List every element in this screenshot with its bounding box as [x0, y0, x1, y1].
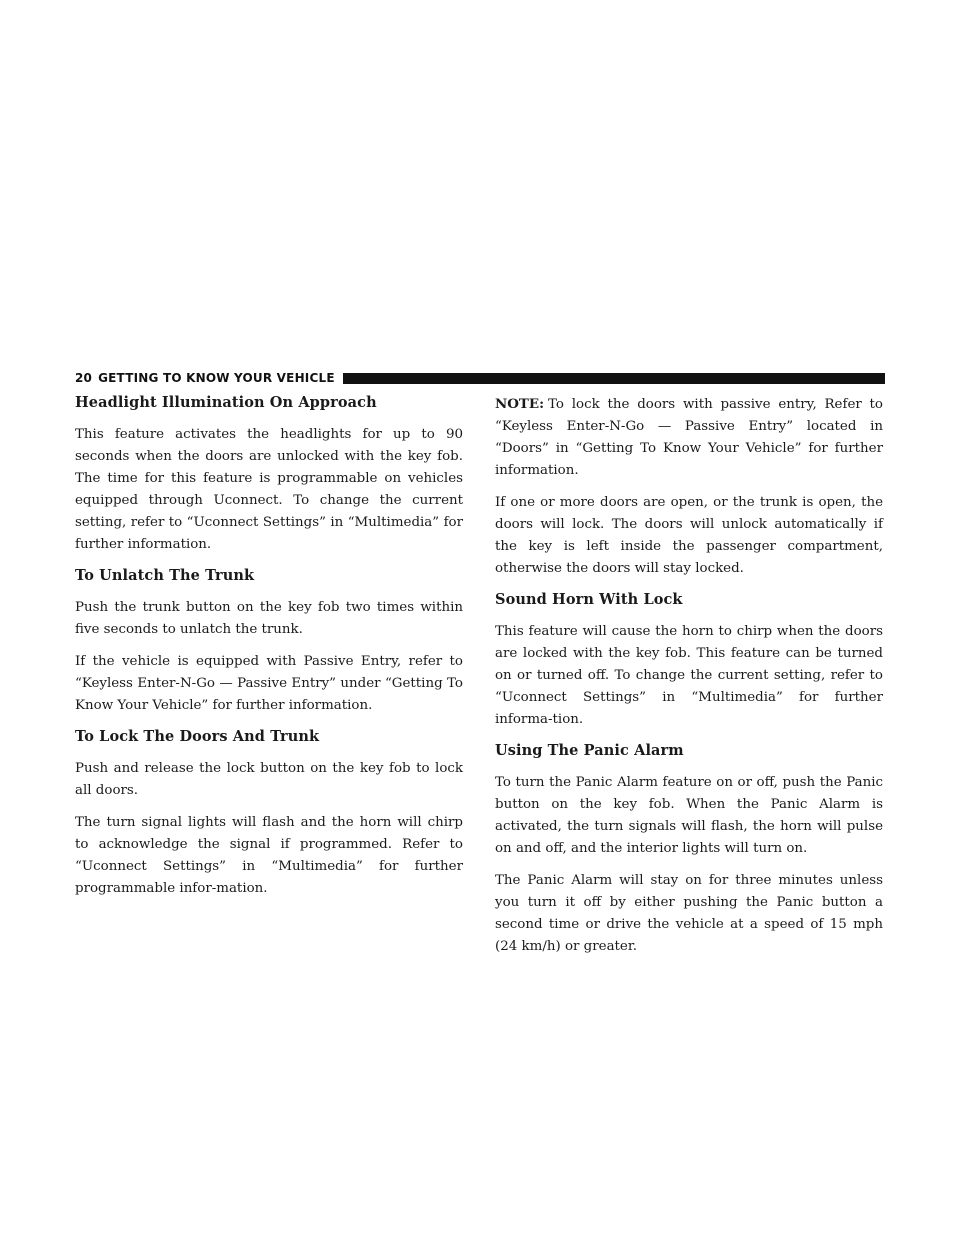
- heading-headlight-illumination: Headlight Illumination On Approach: [75, 394, 377, 411]
- paragraph-sound-horn: This feature will cause the horn to chirp when the doors are locked with the key fob. This feature can be turned on or turned off. To change the current setting, refer to “Uconnect Settings” in “Multimedia” for further informa-tion.: [495, 624, 883, 727]
- heading-panic-alarm: Using The Panic Alarm: [495, 742, 684, 759]
- note-text: To lock the doors with passive entry, Refer to “Keyless Enter-N-Go — Passive Entry” located in “Doors” in “Getting To Know Your Vehicle” for further information.: [495, 397, 883, 478]
- note-paragraph: [495, 393, 883, 482]
- paragraph-lock-doors-2: The turn signal lights will flash and the horn will chirp to acknowledge the signal if programmed. Refer to “Uconnect Settings” in “Multimedia” for further programmable infor-mation.: [75, 815, 463, 896]
- heading-sound-horn: Sound Horn With Lock: [495, 591, 683, 608]
- paragraph-panic-alarm-2: The Panic Alarm will stay on for three minutes unless you turn it off by either pushing the Panic button a second time or drive the vehicle at a speed of 15 mph (24 km/h) or greater.: [495, 873, 883, 954]
- paragraph-lock-doors-1: Push and release the lock button on the key fob to lock all doors.: [75, 761, 463, 798]
- right-column: [495, 393, 883, 968]
- paragraph-panic-alarm-1: To turn the Panic Alarm feature on or off, push the Panic button on the key fob. When the Panic Alarm is activated, the turn signals will flash, the horn will pulse on and off, and the interior lights will turn on.: [495, 775, 883, 856]
- paragraph-unlatch-trunk-2: If the vehicle is equipped with Passive Entry, refer to “Keyless Enter-N-Go — Passive Entry” under “Getting To Know Your Vehicle” for further information.: [75, 654, 463, 713]
- page-number: 20: [75, 371, 93, 385]
- chapter-title: GETTING TO KNOW YOUR VEHICLE: [98, 371, 335, 385]
- header-rule: [343, 373, 885, 384]
- left-column: [75, 393, 463, 910]
- page-header: [75, 370, 885, 386]
- heading-lock-doors-trunk: To Lock The Doors And Trunk: [75, 728, 320, 745]
- note-label: NOTE:: [495, 396, 545, 412]
- header-text: [75, 371, 335, 385]
- paragraph-unlatch-trunk-1: Push the trunk button on the key fob two times within five seconds to unlatch the trunk.: [75, 600, 463, 637]
- paragraph-doors-open: If one or more doors are open, or the trunk is open, the doors will lock. The doors will unlock automatically if the key is left inside the passenger compartment, otherwise the doors will stay locked.: [495, 495, 883, 576]
- paragraph-headlight-illumination: This feature activates the headlights for up to 90 seconds when the doors are unlocked with the key fob. The time for this feature is programmable on vehicles equipped through Uconnect. To change the current setting, refer to “Uconnect Settings” in “Multimedia” for further information.: [75, 427, 463, 552]
- heading-unlatch-trunk: To Unlatch The Trunk: [75, 567, 255, 584]
